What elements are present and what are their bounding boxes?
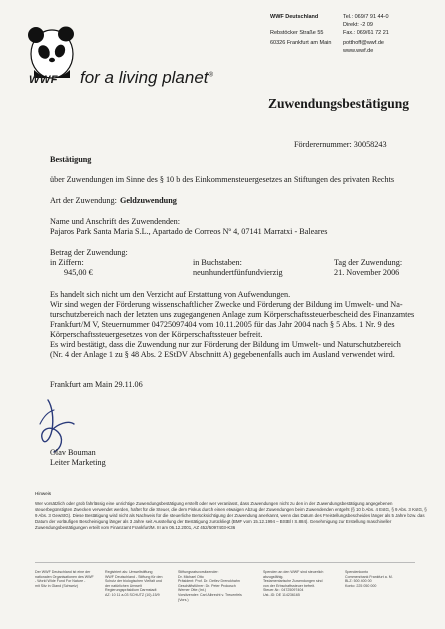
- art-value: Geldzuwendung: [120, 196, 177, 205]
- ziffern-label: in Ziffern:: [50, 258, 84, 267]
- signature-icon: [34, 394, 104, 456]
- tel: Tel.: 069/7 91 44-0: [343, 14, 389, 20]
- footer-col-3-line: Werner Otte (Int.): [178, 588, 206, 593]
- buchstaben-label: in Buchstaben:: [193, 258, 242, 267]
- footer-col-2-line: der natürlichen Umwelt: [105, 583, 142, 588]
- buchstaben-value: neunhundertfünfundvierzig: [193, 268, 283, 277]
- intro-text: über Zuwendungen im Sinne des § 10 b des Einkommensteuergesetzes an Stiftungen des privaten Rechts: [50, 175, 395, 184]
- tagline: [80, 68, 213, 88]
- body-line-4: Körperschaftssteuergesetzes von der Körperschaftssteuer befreit.: [50, 330, 263, 339]
- footer-col-1-line: Der WWF Deutschland ist eine der: [35, 570, 91, 574]
- signer-name: Olav Bouman: [50, 448, 96, 457]
- body-line-1: Wir sind wegen der Förderung wissenschaftlicher Zwecke und Förderung der Bildung im Umwelt- und Na-: [50, 300, 403, 309]
- footer-col-4-line: Spenden an den WWF sind steuerlich: [263, 570, 324, 574]
- betrag-label: Betrag der Zuwendung:: [50, 248, 128, 257]
- city: 60326 Frankfurt am Main: [270, 40, 332, 46]
- footer-col-3-line: Geschäftsführer: Dr. Peter Prokosch: [178, 583, 236, 588]
- document-title: Zuwendungsbestätigung: [268, 96, 410, 111]
- place-date: Frankfurt am Main 29.11.06: [50, 380, 143, 389]
- footer-col-2: [105, 570, 163, 598]
- tag-value: 21. November 2006: [334, 268, 400, 277]
- art-label: Art der Zuwendung:: [50, 196, 117, 205]
- footer-col-4-line: Testamentarische Zuwendungen sind: [263, 579, 323, 584]
- footer-col-4: [263, 570, 323, 598]
- footer-col-5: [345, 570, 393, 588]
- footer-col-5-line: Commerzbank Frankfurt a. M.: [345, 574, 393, 579]
- footer-col-4-line: Steuer-Nr.: 04725097404: [263, 588, 304, 593]
- footer-col-2-line: Schutz der biologischen Vielfalt und: [105, 579, 162, 584]
- footer-col-2-line: Registriert als: Umweltstiftung: [105, 570, 153, 574]
- footer-col-1-line: nationalen Organisationen des WWF: [35, 574, 94, 579]
- hinweis-text: Wer vorsätzlich oder grob fahrlässig eine unrichtige Zuwendungsbestätigung erstellt oder wer veranlasst, dass Zuwendungen nicht zu den in der Zuwendungsbestätigung angegebenen steuerbegünstigten Zwecken verwendet werden, haftet für die Steuer, die dem Fiskus durch einen etwaigen Abzug der Zuwendungen beim Zuwendenden entgeht (§ 10 b Abs. 4 EstG, § 9 Abs. 3 KstG, § 9 Abs. 3 GewStG). Diese Bestätigung wird nicht als Nachweis für die steuerliche Berücksichtigung der Zuwendung anerkannt, wenn das Datum des Freistellungsbescheides länger als 5 Jahre bzw. das Datum der vorläufigen Bescheinigung länger als 3 Jahre seit Ausstellung der Bestätigung zurückliegt (BMF vom 15.12.1994 – BStBl I S.884). Genehmigung zur Erstellung maschineller Zuwendungsbestätigungen erteilt vom Finanzamt Frankfurt/M. III am 06.12.2001, AZ 452/5097403-K36: [35, 501, 427, 530]
- hinweis-label: Hinweis: [35, 491, 52, 496]
- footer-col-3: [178, 570, 242, 602]
- wwf-logo-text: WWF: [29, 74, 58, 86]
- name-label: Name und Anschrift des Zuwendenden:: [50, 217, 181, 226]
- footer-col-2-line: Regierungspräsidium Darmstadt: [105, 588, 157, 593]
- body-line-5: Es wird bestätigt, dass die Zuwendung nur zur Förderung der Bildung im Umwelt- und Naturschutzbereich: [50, 340, 401, 349]
- footer-col-4-line: von der Erbschaftssteuer befreit.: [263, 583, 315, 588]
- tag-label: Tag der Zuwendung:: [334, 258, 403, 267]
- footer-col-1: [35, 570, 94, 588]
- ziffern-value: 945,00 €: [64, 268, 93, 277]
- footer-col-3-line: Stiftungsratsvorsitzender:: [178, 570, 219, 574]
- footer-col-1-line: mit Sitz in Gland (Schweiz): [35, 583, 78, 588]
- footer-col-5-line: BLZ: 500 400 00: [345, 579, 372, 584]
- body-line-2: turschutzbereich nach der letzten uns zugegangenen Anlage zum Körperschaftssteuerbescheid des Finanzamtes: [50, 310, 415, 319]
- footer-col-3-line: Vorsitzender: Carl Albrecht v. Treuenfels: [178, 592, 242, 597]
- footer-col-2-line: AZ: 10 11 a-03 SCHUTZ (10)-15/9: [105, 592, 160, 597]
- bestaetigung-heading: Bestätigung: [50, 155, 92, 164]
- footer-divider: [35, 562, 415, 563]
- footer-col-4-line: Ust.-ID: DE 114236165: [263, 592, 300, 597]
- footer-col-4-line: abzugsfähig.: [263, 574, 284, 579]
- org-name: WWF Deutschland: [270, 14, 319, 20]
- footer-col-2-line: WWF Deutschland - Stiftung für den: [105, 574, 163, 579]
- registered-mark: ®: [208, 72, 213, 79]
- fax: Fax.: 069/61 72 21: [343, 30, 389, 36]
- footer-col-3-line: Präsident: Prof. Dr. Detlev Drenckhahn: [178, 579, 240, 584]
- foerderer-number: Förderernummer: 30058243: [294, 140, 387, 149]
- signer-title: Leiter Marketing: [50, 458, 106, 467]
- footer-col-3-line: (Vors.): [178, 597, 189, 602]
- verzicht-text: Es handelt sich nicht um den Verzicht auf Erstattung von Aufwendungen.: [50, 290, 291, 299]
- name-value: Pajaros Park Santa Maria S.L., Apartado de Correos Nº 4, 07141 Marratxi - Baleares: [50, 227, 328, 236]
- direct: Direkt: -2 09: [343, 22, 373, 28]
- footer-col-1-line: - World Wide Fund For Nature -: [35, 579, 86, 584]
- web: www.wwf.de: [343, 48, 374, 54]
- tagline-text: for a living planet: [80, 68, 209, 87]
- footer-col-5-line: Konto: 225 050 000: [345, 583, 377, 588]
- street: Rebstöcker Straße 55: [270, 30, 324, 36]
- footer-col-3-line: Dr. Michael Otto: [178, 574, 204, 579]
- email: potthoff@wwf.de: [343, 40, 384, 46]
- footer-col-5-line: Spendenkonto: [345, 570, 369, 574]
- body-line-6: (Nr. 4 der Anlage 1 zu § 48 Abs. 2 EStDV Abschnitt A) gegebenenfalls auch im Ausland verwendet wird.: [50, 350, 395, 359]
- body-line-3: Frankfurt/M V, Steuernummer 04725097404 vom 10.11.2005 für das Jahr 2004 nach § 5 Abs. 1 Nr. 9 des: [50, 320, 395, 329]
